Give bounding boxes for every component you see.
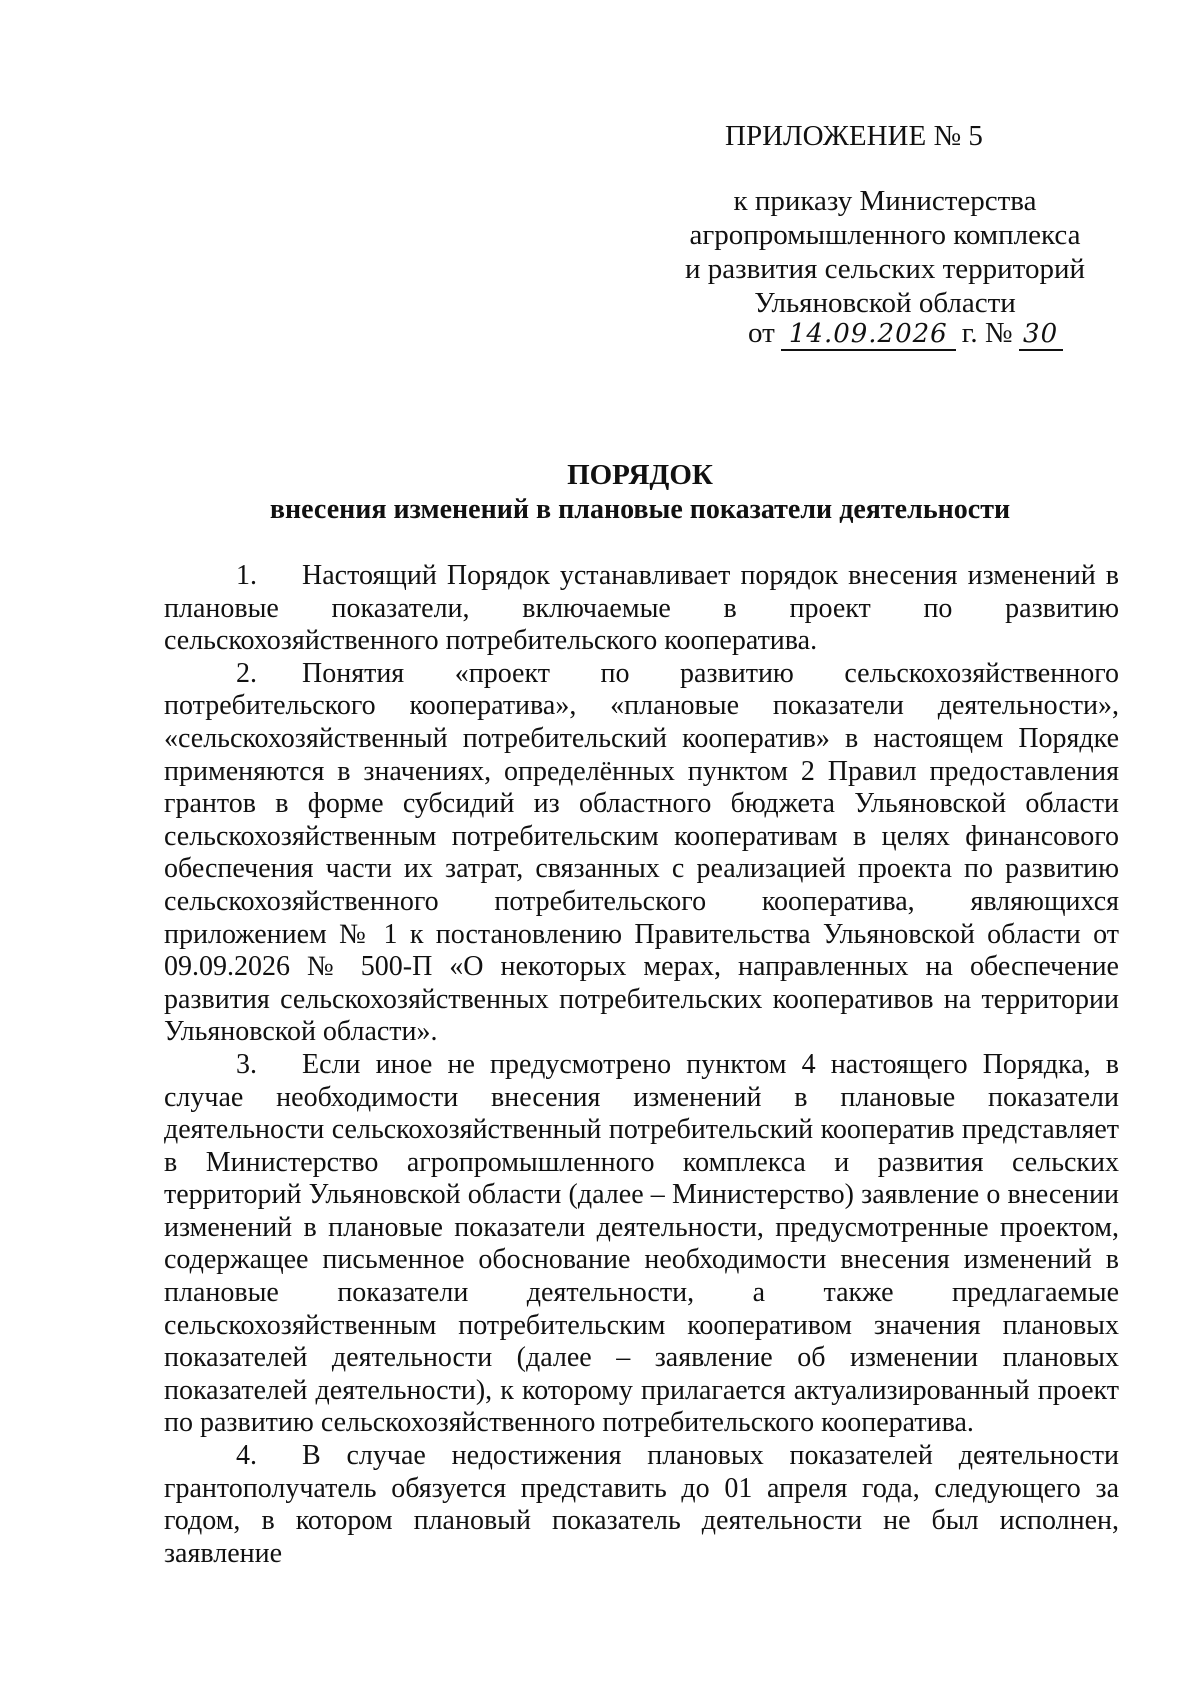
- order-line: к приказу Министерства: [733, 185, 1037, 217]
- document-title: ПОРЯДОК: [567, 459, 713, 491]
- handwritten-number: 30: [1019, 319, 1063, 351]
- order-date-line: [748, 316, 1088, 351]
- paragraph-text: В случае недостижения плановых показателей деятельности грантополучатель обязуется представить до 01 апреля года, следующего за годом, в котором плановый показатель деятельности не был исполнен, заявление: [164, 1440, 1119, 1569]
- appendix-label: ПРИЛОЖЕНИЕ № 5: [725, 120, 983, 152]
- paragraph-4: [164, 1440, 1119, 1570]
- order-reference: [650, 184, 1120, 320]
- number-prefix: г. №: [961, 317, 1013, 349]
- paragraph-text: Настоящий Порядок устанавливает порядок внесения изменений в плановые показатели, включаемые в проект по развитию сельскохозяйственного потребительского кооператива.: [164, 560, 1119, 657]
- paragraph-text: Понятия «проект по развитию сельскохозяйственного потребительского кооператива», «плановые показатели деятельности», «сельскохозяйственный потребительский кооператив» в настоящем Порядке применяются в значениях, определённых пунктом 2 Правил предоставления грантов в форме субсидий из областного бюджета Ульяновской области сельскохозяйственным потребительским кооперативам в целях финансового обеспечения части их затрат, связанных с реализацией проекта по развитию сельскохозяйственного потребительского кооператива, являющихся приложением № 1 к постановлению Правительства Ульяновской области от 09.09.2026 № 500-П «О некоторых мерах, направленных на обеспечение развития сельскохозяйственных потребительских кооперативов на территории Ульяновской области».: [164, 657, 1119, 1048]
- paragraph-text: Если иное не предусмотрено пунктом 4 настоящего Порядка, в случае необходимости внесения изменений в плановые показатели деятельности сельскохозяйственный потребительский кооператив представляет в Министерство агропромышленного комплекса и развития сельских территорий Ульяновской области (далее – Министерство) заявление о внесении изменений в плановые показатели деятельности, предусмотренные проектом, содержащее письменное обоснование необходимости внесения изменений в плановые показатели деятельности, а также предлагаемые сельскохозяйственным потребительским кооперативом значения плановых показателей деятельности (далее – заявление об изменении плановых показателей деятельности), к которому прилагается актуализированный проект по развитию сельскохозяйственного потребительского кооператива.: [164, 1048, 1119, 1439]
- paragraph-number: 2.: [236, 657, 257, 689]
- order-line: агропромышленного комплекса: [689, 219, 1081, 251]
- paragraph-3: [164, 1049, 1119, 1440]
- handwritten-date: 14.09.2026: [781, 319, 956, 351]
- paragraph-number: 4.: [236, 1440, 257, 1472]
- document-subtitle: внесения изменений в плановые показатели деятельности: [269, 494, 1011, 525]
- date-prefix: от: [748, 317, 775, 349]
- paragraph-1: [164, 560, 1119, 658]
- paragraph-2: [164, 658, 1119, 1049]
- paragraph-number: 1.: [236, 560, 257, 591]
- paragraph-number: 3.: [236, 1048, 257, 1080]
- document-body: [164, 560, 1119, 1570]
- order-line: Ульяновской области: [754, 287, 1016, 319]
- order-line: и развития сельских территорий: [684, 253, 1085, 285]
